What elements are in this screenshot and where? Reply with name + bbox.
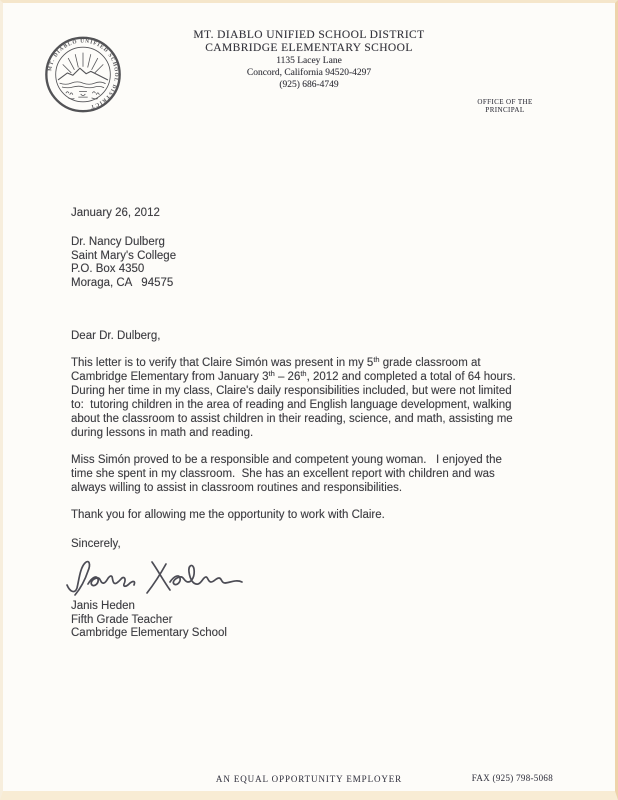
salutation: Dear Dr. Dulberg, [71, 330, 161, 342]
seal-ring-text: MT. DIABLO UNIFIED SCHOOL DISTRICT [47, 38, 120, 110]
letter-body [71, 206, 565, 641]
signer-name: Janis Heden [71, 600, 135, 612]
school-street: 1135 Lacey Lane [276, 56, 342, 66]
recipient-pobox: P.O. Box 4350 [71, 263, 145, 275]
office-line-1: OFFICE OF THE [477, 98, 533, 106]
school-phone: (925) 686-4749 [279, 80, 339, 90]
seal-foliage-icon [66, 92, 100, 99]
recipient-name: Dr. Nancy Dulberg [71, 236, 165, 248]
recipient-address [71, 236, 565, 290]
body-paragraph-2: Miss Simón proved to be a responsible and competent young woman. I enjoyed the time she spent in my classroom. She has an excellent report with children and was always willing to assist in classroom routines and responsibilities. [71, 454, 502, 494]
letterhead-text-block [113, 29, 505, 91]
school-name: CAMBRIDGE ELEMENTARY SCHOOL [205, 42, 413, 54]
office-of-principal-label [459, 98, 551, 114]
district-seal-stamp-icon [44, 34, 122, 115]
recipient-city: Moraga, CA 94575 [71, 276, 174, 289]
district-name: MT. DIABLO UNIFIED SCHOOL DISTRICT [193, 29, 425, 41]
seal-field-lines-icon [60, 82, 106, 88]
signer-title: Fifth Grade Teacher [71, 613, 173, 626]
closing: Sincerely, [71, 538, 121, 550]
seal-sun-rays-icon [63, 53, 104, 73]
letterhead [3, 3, 615, 173]
fax-number: FAX (925) 798-5068 [471, 773, 553, 783]
signer-school: Cambridge Elementary School [71, 627, 227, 639]
school-city: Concord, California 94520-4297 [246, 68, 372, 78]
recipient-org: Saint Mary's College [71, 249, 177, 262]
seal-mountain-icon [58, 68, 108, 80]
handwritten-signature [64, 554, 565, 598]
body-paragraph-1: This letter is to verify that Claire Simón was present in my 5th grade classroom at Cambridge Elementary from January 3th – 26th, 2012 and completed a total of 64 hours. During her time in my class, Claire's daily responsibilities included, but were not limited to: tutoring children in the area of reading and English language development, walking about the classroom to assist children in their reading, science, and math, assisting me during lessons in math and reading. [71, 355, 516, 439]
letter-date: January 26, 2012 [71, 207, 160, 219]
svg-text:MT. DIABLO UNIFIED SCHOOL DIST [47, 38, 119, 109]
body-paragraph-3: Thank you for allowing me the opportunity to work with Claire. [71, 509, 385, 521]
office-line-2: PRINCIPAL [485, 106, 525, 114]
equal-opportunity-footer: AN EQUAL OPPORTUNITY EMPLOYER [215, 774, 403, 784]
signature-block [71, 600, 565, 641]
